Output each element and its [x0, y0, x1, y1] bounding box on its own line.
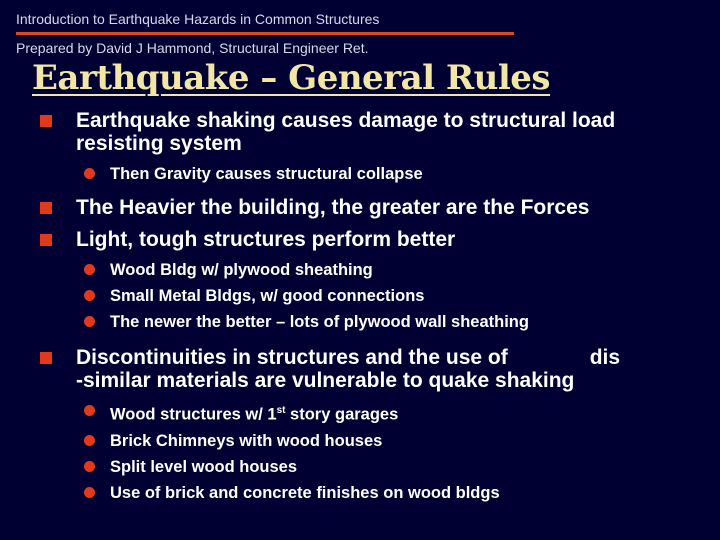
bullet-light-structures [40, 228, 700, 251]
square-bullet-icon [40, 234, 52, 246]
bullet-text: Light, tough structures perform better [76, 228, 456, 251]
round-bullet-icon [84, 487, 95, 498]
bullet-heavier-building [40, 196, 700, 219]
round-bullet-icon [84, 290, 95, 301]
sub-bullet-text: story garages [285, 405, 399, 424]
sub-bullet-text: Use of brick and concrete finishes on wood bldgs [110, 483, 500, 502]
bullet-text: The Heavier the building, the greater are the Forces [76, 196, 590, 219]
sub-bullet-chimneys [40, 431, 700, 451]
square-bullet-icon [40, 352, 52, 364]
header-divider [16, 32, 514, 35]
sub-bullet-garages [40, 401, 700, 425]
sub-bullet-text: Small Metal Bldgs, w/ good connections [110, 287, 425, 305]
round-bullet-icon [84, 461, 95, 472]
sub-bullet-brick-finishes [40, 483, 700, 503]
header-course-title: Introduction to Earthquake Hazards in Common Structures [16, 11, 380, 27]
sub-bullet-metal-bldgs [40, 286, 700, 306]
sub-bullet-text: The newer the better – lots of plywood wall sheathing [110, 313, 529, 331]
bullet-text: Earthquake shaking causes damage to structural load [76, 109, 616, 132]
bullet-shaking-damage [40, 109, 700, 155]
sub-bullet-newer-better [40, 312, 700, 332]
round-bullet-icon [84, 435, 95, 446]
sub-bullet-text: Wood structures w/ 1 [110, 405, 277, 424]
sub-bullet-text: Wood Bldg w/ plywood sheathing [110, 261, 373, 279]
sub-bullet-wood-bldg [40, 260, 700, 280]
slide-title: Earthquake – General Rules [32, 58, 551, 98]
sub-bullet-text: Then Gravity causes structural collapse [110, 165, 423, 183]
bullet-discontinuities [40, 346, 700, 392]
bullet-text: resisting system [76, 132, 242, 155]
round-bullet-icon [84, 264, 95, 275]
sub-bullet-gravity [40, 164, 700, 184]
superscript: st [276, 405, 286, 416]
round-bullet-icon [84, 168, 95, 179]
slide-body [40, 109, 700, 509]
round-bullet-icon [84, 405, 95, 416]
bullet-text: dis [589, 346, 621, 369]
square-bullet-icon [40, 202, 52, 214]
bullet-text: -similar materials are vulnerable to quake shaking [76, 369, 575, 392]
sub-bullet-text: Brick Chimneys with wood houses [110, 431, 383, 450]
round-bullet-icon [84, 316, 95, 327]
header-author: Prepared by David J Hammond, Structural Engineer Ret. [16, 40, 369, 56]
bullet-text: Discontinuities in structures and the use of [76, 346, 508, 369]
square-bullet-icon [40, 115, 52, 127]
sub-bullet-text: Split level wood houses [110, 457, 298, 476]
sub-bullet-split-level [40, 457, 700, 477]
